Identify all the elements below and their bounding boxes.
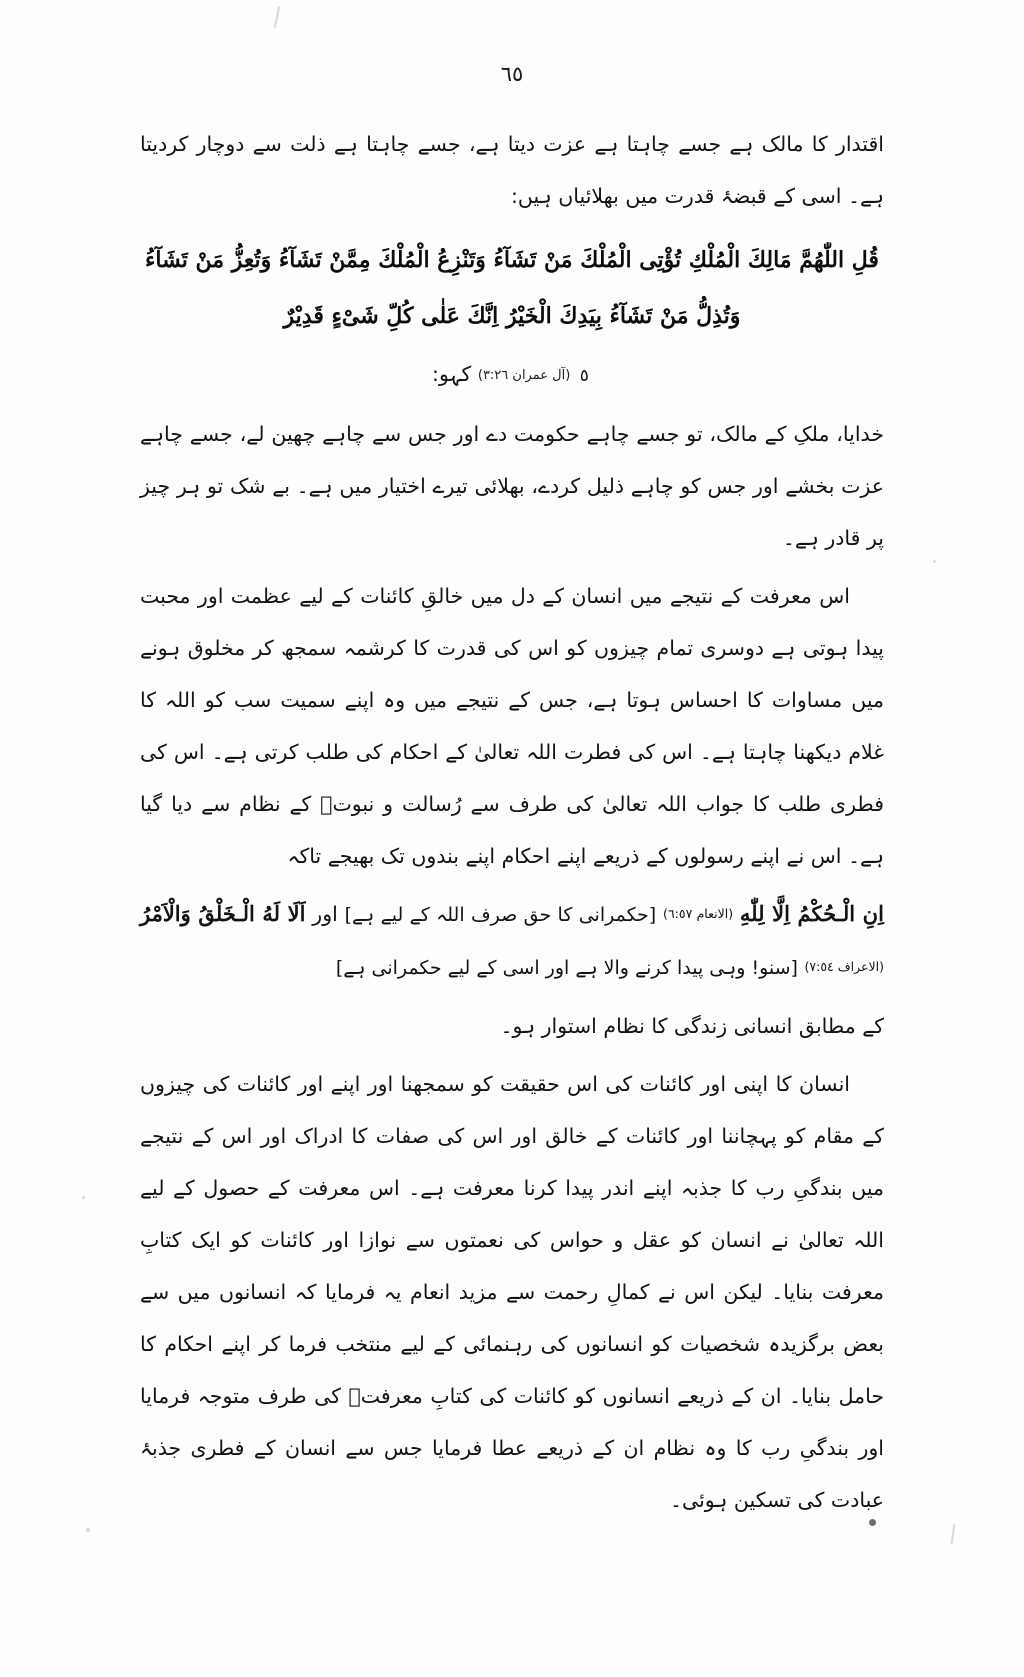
- page-body: [140, 118, 884, 1532]
- paragraph-translation: خدایا، ملکِ کے مالک، تو جسے چاہے حکومت دے اور جس سے چاہے چھین لے، جسے چاہے عزت بخشے اور جس کو چاہے ذلیل کردے، بھلائی تیرے اختیار میں ہے۔ بے شک تو ہر چیز پر قادر ہے۔: [140, 422, 884, 550]
- scan-artifact: [933, 560, 936, 563]
- scan-artifact: [86, 1528, 90, 1532]
- arabic-quote-2-gloss: [سنو! وہی پیدا کرنے والا ہے اور اسی کے لیے حکمرانی ہے]: [335, 957, 798, 979]
- scan-artifact: [951, 1524, 956, 1544]
- quran-reference-suffix: کہو:: [432, 362, 472, 386]
- paragraph-1: اقتدار کا مالک ہے جسے چاہتا ہے عزت دیتا ہے، جسے چاہتا ہے ذلت سے دوچار کردیتا ہے۔ اسی کے قبضۂ قدرت میں بھلائیاں ہیں:: [140, 132, 884, 208]
- scan-artifact: [82, 1196, 85, 1199]
- quran-verse-reference-line: [140, 348, 884, 402]
- paragraph-3: انسان کا اپنی اور کائنات کی اس حقیقت کو سمجھنا اور اپنے اور کائنات کی چیزوں کے مقام کو پہچاننا اور کائنات کے خالق اور اس کی صفات کا ادراک اور اس کے نتیجے میں بندگیِ رب کا جذبہ اپنے اندر پیدا کرنا معرفت ہے۔ اس معرفت کے حصول کے لیے اللہ تعالیٰ نے انسان کو عقل و حواس کی نعمتوں سے نوازا اور کائنات کو ایک کتابِ معرفت بنایا۔ لیکن اس نے کمالِ رحمت سے مزید انعام یہ فرمایا کہ انسانوں میں سے بعض برگزیدہ شخصیات کو انسانوں کی رہنمائی کے لیے منتخب فرما کر اپنے احکام کا حامل بنایا۔ ان کے ذریعے انسانوں کو کائنات کی کتابِ معرفتؐ کی طرف متوجہ فرمایا اور بندگیِ رب کا وہ نظام ان کے ذریعے عطا فرمایا جس سے انسان کے فطری جذبۂ عبادت کی تسکین ہوئی۔: [140, 1072, 884, 1512]
- arabic-quote-1: اِنِ الْـحُكْمُ اِلَّا لِلّٰهِ: [739, 901, 884, 926]
- ayah-end-mark: ٥: [579, 366, 589, 386]
- arabic-quote-1-gloss: [حکمرانی کا حق صرف اللہ کے لیے ہے]: [344, 904, 657, 926]
- quote-connector: اور: [312, 902, 338, 926]
- paragraph-mixed-arabic-urdu: [140, 888, 884, 994]
- paragraph-mixed-tail: کے مطابق انسانی زندگی کا نظام استوار ہو۔: [500, 1014, 884, 1038]
- paragraph-2: اس معرفت کے نتیجے میں انسان کے دل میں خالقِ کائنات کے لیے عظمت اور محبت پیدا ہوتی ہے دوسری تمام چیزوں کو اس کی قدرت کا کرشمہ سمجھ کر مخلوق ہونے میں مساوات کا احساس ہوتا ہے، جس کے نتیجے میں وہ اپنے سمیت سب کو اللہ کا غلام دیکھنا چاہتا ہے۔ اس کی فطرت اللہ تعالیٰ کے احکام کی طلب کرتی ہے۔ اس کی فطری طلب کا جواب اللہ تعالیٰ کی طرف سے رُسالت و نبوتؐ کے نظام سے دیا گیا ہے۔ اس نے اپنے رسولوں کے ذریعے اپنے احکام اپنے بندوں تک بھیجے تاکہ: [140, 584, 884, 868]
- quran-verse-arabic: قُلِ اللّٰهُمَّ مَالِكَ الْمُلْكِ تُؤْتِى الْمُلْكَ مَنْ تَشَآءُ وَتَنْزِعُ الْمُلْكَ مِمَّنْ تَشَآءُ وَتُعِزُّ مَنْ تَشَآءُ وَتُذِلُّ مَنْ تَشَآءُ بِيَدِكَ الْخَيْرُ اِنَّكَ عَلٰى كُلِّ شَىْءٍ قَدِيْرٌ: [145, 247, 879, 329]
- arabic-quote-1-reference: (الانعام ٦:٥٧): [663, 906, 734, 921]
- arabic-quote-2-reference: (الاعراف ٧:٥٤): [804, 959, 884, 974]
- quran-reference: (آل عمران ٣:٢٦): [477, 368, 571, 383]
- arabic-quote-2: اَلَا لَهُ الْـخَلْقُ وَالْاَمْرُ: [140, 901, 306, 926]
- scan-artifact: [274, 6, 281, 28]
- quran-verse-block: [140, 232, 884, 402]
- page-number: ٦٥: [500, 62, 524, 86]
